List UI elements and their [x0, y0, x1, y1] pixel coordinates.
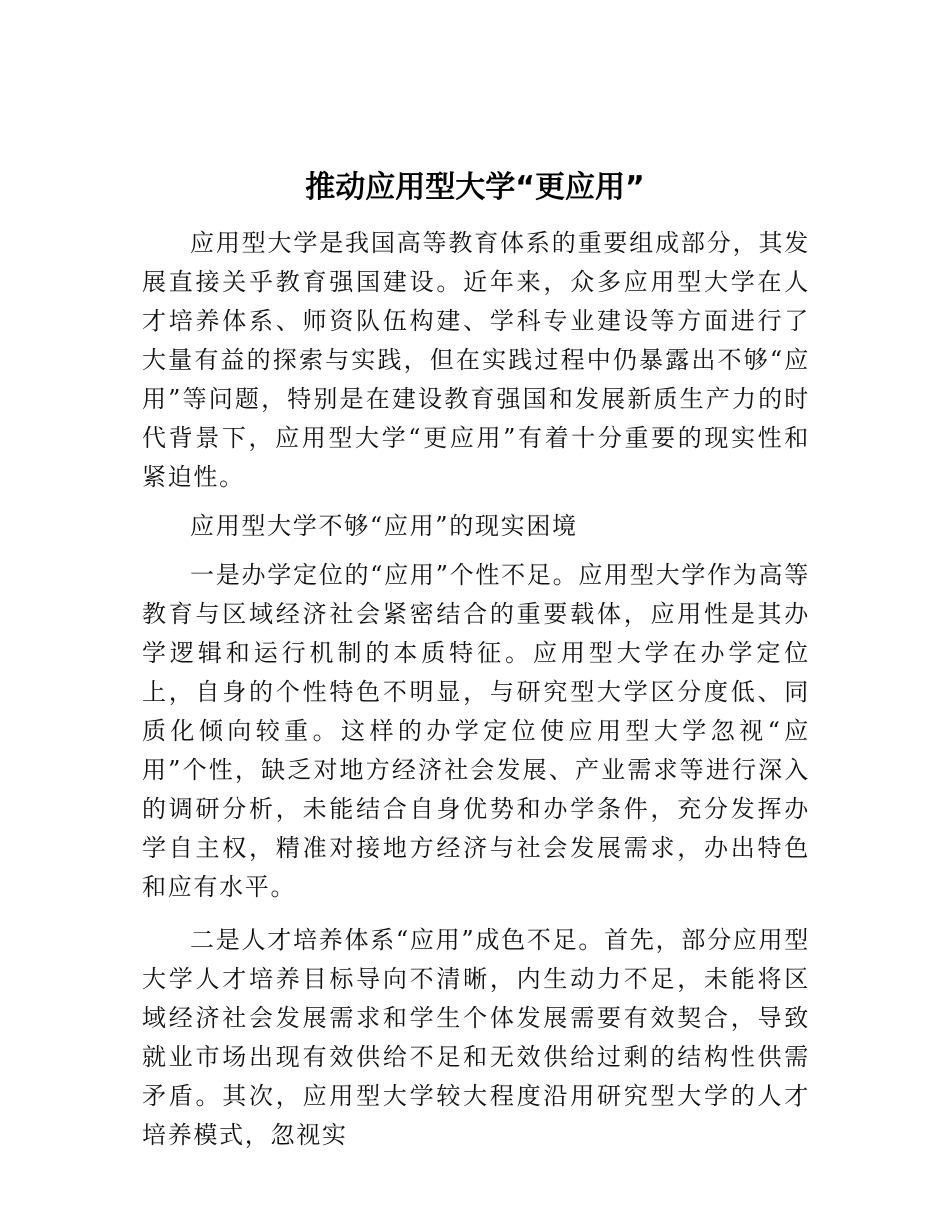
paragraph-point-two: 二是人才培养体系“应用”成色不足。首先，部分应用型大学人才培养目标导向不清晰，内生动力不足，未能将区域经济社会发展需求和学生个体发展需要有效契合，导致就业市场出现有效供给不足和无效供给过剩的结构性供需矛盾。其次，应用型大学较大程度沿用研究型大学的人才培养模式，忽视实 — [142, 926, 810, 1149]
document-body — [142, 224, 810, 1155]
section-heading: 应用型大学不够“应用”的现实困境 — [190, 512, 578, 540]
document-title: 推动应用型大学“更应用” — [305, 170, 645, 205]
paragraph-point-one: 一是办学定位的“应用”个性不足。应用型大学作为高等教育与区域经济社会紧密结合的重要载体，应用性是其办学逻辑和运行机制的本质特征。应用型大学在办学定位上，自身的个性特色不明显，与研究型大学区分度低、同质化倾向较重。这样的办学定位使应用型大学忽视“应用”个性，缺乏对地方经济社会发展、产业需求等进行深入的调研分析，未能结合自身优势和办学条件，充分发挥办学自主权，精准对接地方经济与社会发展需求，办出特色和应有水平。 — [142, 561, 810, 901]
paragraph-intro: 应用型大学是我国高等教育体系的重要组成部分，其发展直接关乎教育强国建设。近年来，众多应用型大学在人才培养体系、师资队伍构建、学科专业建设等方面进行了大量有益的探索与实践，但在实践过程中仍暴露出不够“应用”等问题，特别是在建设教育强国和发展新质生产力的时代背景下，应用型大学“更应用”有着十分重要的现实性和紧迫性。 — [142, 229, 810, 491]
